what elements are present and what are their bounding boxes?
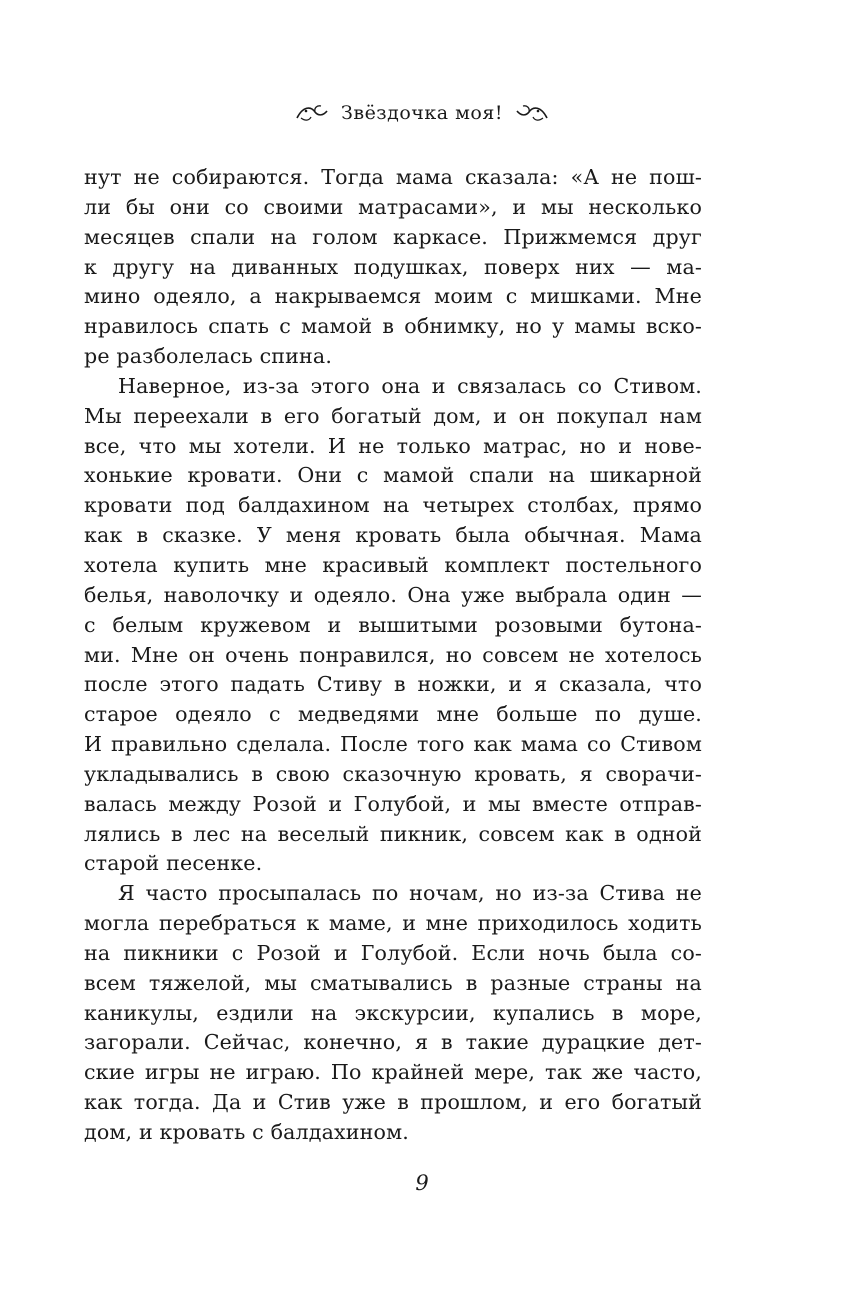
page-number: 9	[415, 1171, 429, 1195]
text-line: загорали. Сейчас, конечно, я в такие дурацкие дет-	[84, 1030, 702, 1055]
text-line: каникулы, ездили на экскурсии, купались в море,	[84, 1000, 702, 1025]
text-line: месяцев спали на голом каркасе. Прижмемся друг	[84, 224, 702, 249]
text-line: после этого падать Стиву в ножки, и я сказала, что	[84, 672, 702, 697]
text-line: Я часто просыпалась по ночам, но из-за Стива не	[118, 881, 702, 906]
text-line: к другу на диванных подушках, поверх них — ма-	[84, 254, 702, 279]
text-line: хотела купить мне красивый комплект постельного	[84, 552, 702, 577]
text-line: кровати под балдахином на четырех столбах, прямо	[84, 493, 702, 518]
running-head	[0, 98, 844, 128]
text-line: мино одеяло, а накрываемся моим с мишками. Мне	[84, 284, 702, 309]
text-line: ли бы они со своими матрасами», и мы несколько	[84, 194, 702, 219]
text-line: ми. Мне он очень понравился, но совсем не хотелось	[84, 642, 702, 667]
body-text	[84, 163, 702, 1148]
running-head-title: Звёздочка моя!	[341, 102, 503, 124]
text-line: нут не собираются. Тогда мама сказала: «А не пош-	[84, 165, 702, 189]
text-line: валась между Розой и Голубой, и мы вместе отправ-	[84, 791, 702, 816]
text-line: старой песенке.	[84, 851, 263, 876]
text-line: на пикники с Розой и Голубой. Если ночь была со-	[84, 940, 702, 965]
left-flourish-icon	[295, 102, 329, 124]
text-line: укладывались в свою сказочную кровать, я сворачи-	[84, 761, 702, 786]
text-line: хонькие кровати. Они с мамой спали на шикарной	[84, 463, 702, 488]
right-flourish-icon	[515, 102, 549, 124]
text-line: все, что мы хотели. И не только матрас, но и нове-	[84, 433, 702, 458]
text-line: нравилось спать с мамой в обнимку, но у мамы вско-	[84, 314, 702, 339]
text-line: И правильно сделала. После того как мама со Стивом	[84, 732, 702, 757]
text-line: ские игры не играю. По крайней мере, так же часто,	[84, 1060, 702, 1085]
text-line: как в сказке. У меня кровать была обычная. Мама	[84, 523, 702, 548]
text-line: дом, и кровать с балдахином.	[84, 1120, 409, 1144]
text-line: ре разболелась спина.	[84, 344, 333, 369]
text-line: Наверное, из-за этого она и связалась со Стивом.	[118, 373, 702, 398]
text-line: могла перебраться к маме, и мне приходилось ходить	[84, 911, 702, 936]
text-line: всем тяжелой, мы сматывались в разные страны на	[84, 970, 702, 995]
text-line: с белым кружевом и вышитыми розовыми бутона-	[84, 612, 702, 637]
text-line: белья, наволочку и одеяло. Она уже выбрала один —	[84, 582, 702, 607]
text-line: как тогда. Да и Стив уже в прошлом, и его богатый	[84, 1090, 702, 1115]
text-line: лялись в лес на веселый пикник, совсем как в одной	[84, 821, 702, 846]
text-line: Мы переехали в его богатый дом, и он покупал нам	[84, 403, 702, 428]
text-line: старое одеяло с медведями мне больше по душе.	[84, 702, 702, 727]
